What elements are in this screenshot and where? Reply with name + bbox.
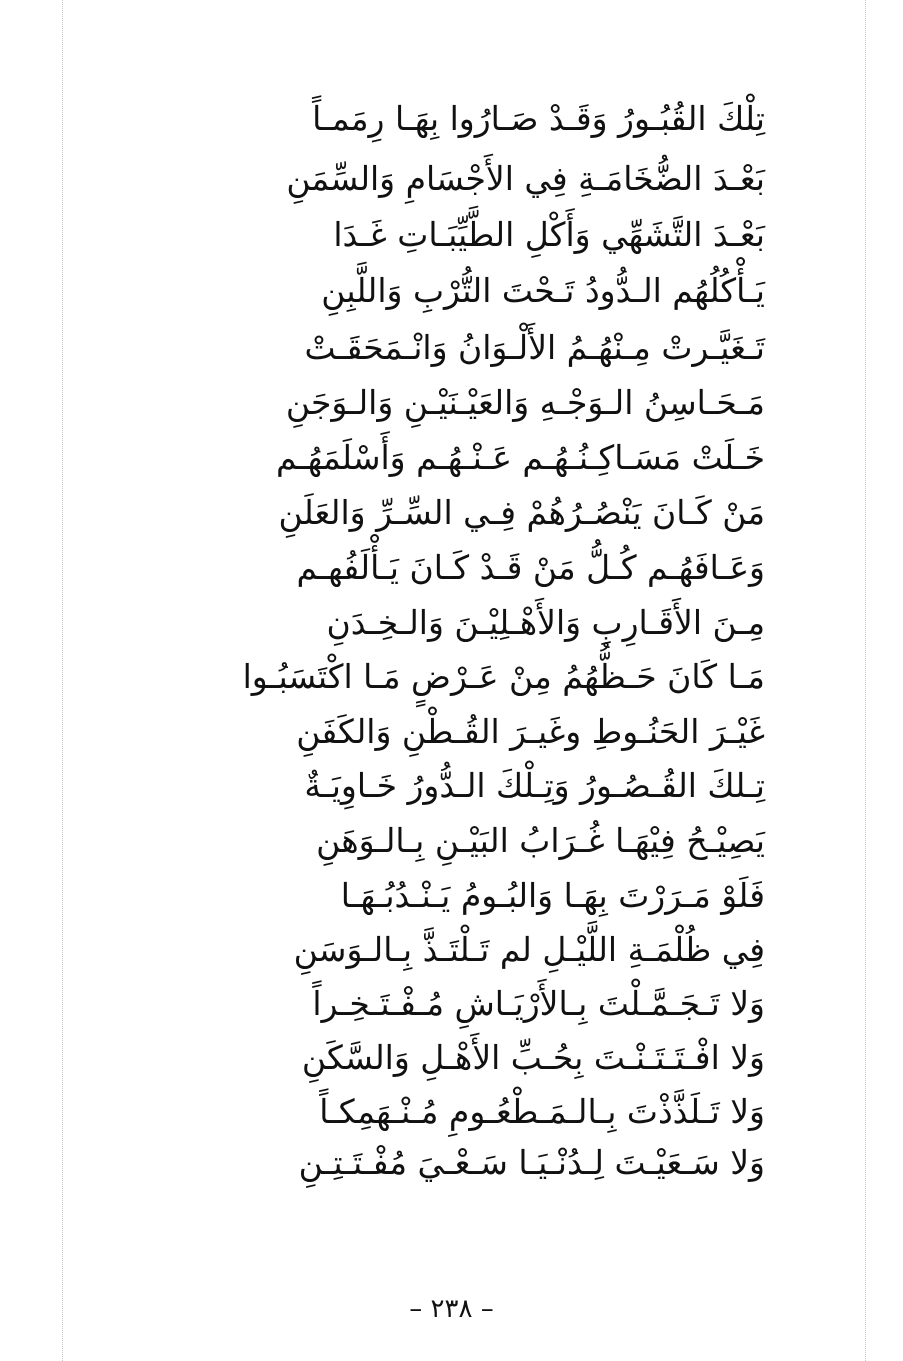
verse-line: تَـغَيَّـرتْ مِـنْهُـمُ الأَلْـوَانُ وَانْـمَحَقَـتْ [304, 328, 765, 367]
verse-line: وَعَـافَهُـم كُـلُّ مَنْ قَـدْ كَـانَ يَـأْلَفُهـم [296, 548, 765, 587]
page-number: – ٢٣٨ – [409, 1294, 494, 1324]
verse-line: فَلَوْ مَـرَرْتَ بِهَـا وَالبُـومُ يَـنْـدُبُـهَـا [340, 876, 765, 915]
verse-line: بَعْـدَ التَّشَهِّي وَأَكْلِ الطَّيِّبَـاتِ غَـدَا [333, 215, 765, 254]
verse-line: يَصِيْـحُ فِيْهَـا غُـرَابُ البَيْـنِ بِـالـوَهَنِ [316, 821, 765, 860]
verse-line: وَلا افْـتَـتَـنْـتَ بِحُـبِّ الأَهْـلِ وَالسَّكَنِ [301, 1038, 765, 1077]
verse-line: مَـحَـاسِنُ الـوَجْـهِ وَالعَيْـنَيْـنِ وَالـوَجَنِ [285, 383, 765, 422]
verse-line: غَيْـرَ الحَنُـوطِ وغَيـرَ القُـطْنِ وَالكَفَنِ [296, 712, 765, 751]
verse-line: يَـأْكُلُهُم الـدُّودُ تَـحْتَ التُّرْبِ وَاللَّبِنِ [321, 271, 765, 310]
verse-line: وَلا تَـجَـمَّـلْتَ بِـالأَرْيَـاشِ مُـفْـتَـخِـراً [312, 984, 765, 1023]
verse-line: مِـنَ الأَقَـارِبِ وَالأَهْـلِيْـنَ وَالـخِـدَنِ [326, 603, 765, 642]
verse-line: خَـلَتْ مَسَـاكِـنُـهُـم عَـنْـهُـم وَأَسْلَمَهُـم [276, 438, 765, 477]
verse-line: وَلا سَـعَيْـتَ لِـدُنْـيَـا سَـعْـيَ مُفْـتَـتِـنِ [298, 1143, 765, 1182]
verse-line: مَنْ كَـانَ يَنْصُـرُهُمْ فِـي السِّـرِّ وَالعَلَنِ [278, 493, 765, 532]
verse-line: فِي ظُلْمَـةِ اللَّيْـلِ لم تَـلْتَـذَّ بِـالـوَسَنِ [293, 930, 765, 969]
verse-line: تِلْكَ القُبُـورُ وَقَـدْ صَـارُوا بِهَـا رِمَمـاً [312, 99, 765, 138]
verse-line: وَلا تَـلَذَّذْتَ بِـالـمَـطْعُـومِ مُـنْـهَمِكـاً [319, 1092, 765, 1131]
verse-line: مَـا كَانَ حَـظُّهُمُ مِنْ عَـرْضٍ مَـا اكْتَسَبُـوا [242, 657, 765, 696]
verse-line: تِـلكَ القُـصُـورُ وَتِـلْكَ الـدُّورُ خَـاوِيَـةٌ [304, 766, 765, 805]
verse-line: بَعْـدَ الضُّخَامَـةِ فِي الأَجْسَامِ وَالسِّمَنِ [286, 159, 765, 198]
